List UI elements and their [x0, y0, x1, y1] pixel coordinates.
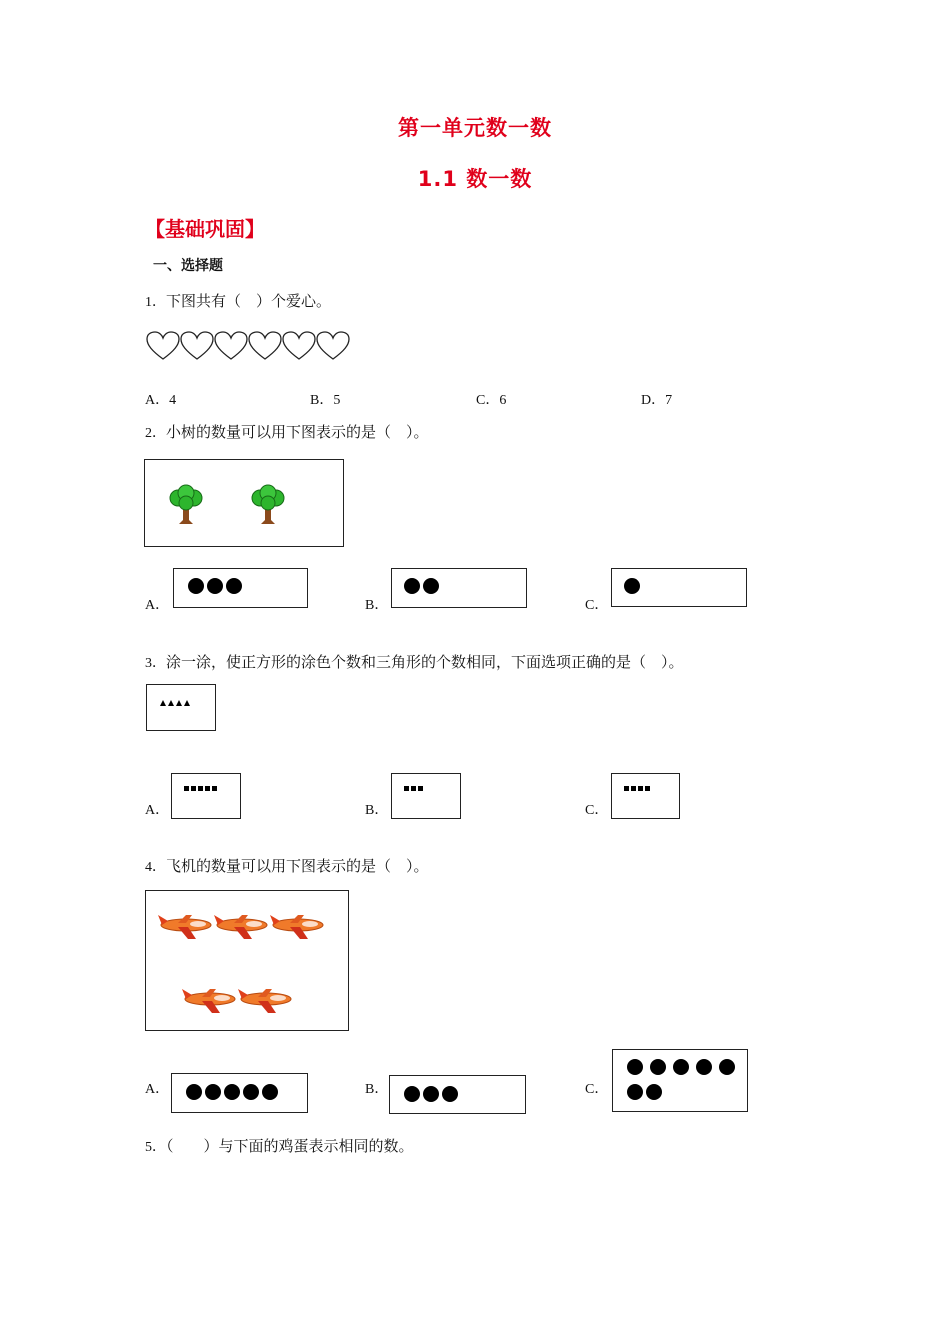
dot-icon [404, 1086, 420, 1102]
dot-icon [624, 578, 640, 594]
heart-icon [283, 332, 315, 359]
square-icon [631, 786, 636, 791]
trees-figure [144, 459, 344, 547]
dot-icon [627, 1084, 643, 1100]
question-number: 2． [145, 426, 166, 441]
square-icon [411, 786, 416, 791]
airplane-icon [214, 911, 270, 941]
square-icon [404, 786, 409, 791]
q4-option-b-box[interactable] [389, 1075, 526, 1114]
q4-option-a[interactable]: A． [145, 1082, 170, 1097]
q1-option-c[interactable]: C．6 [476, 393, 507, 408]
question-number: 5． [145, 1140, 166, 1155]
hearts-figure [146, 330, 352, 362]
question-3 [145, 651, 684, 672]
q2-option-c-box[interactable] [611, 568, 747, 607]
square-icon [198, 786, 203, 791]
question-number: 4． [145, 860, 166, 875]
dot-icon [186, 1084, 202, 1100]
q3-option-a[interactable]: A． [145, 803, 170, 818]
airplane-icon [238, 985, 294, 1015]
heart-icon [249, 332, 281, 359]
triangles-figure [146, 684, 216, 731]
airplane-icon [270, 911, 326, 941]
dot-icon [423, 578, 439, 594]
heart-icon [317, 332, 349, 359]
heart-icon [215, 332, 247, 359]
q2-option-a[interactable]: A． [145, 598, 170, 613]
q4-option-a-box[interactable] [171, 1073, 308, 1113]
square-icon [624, 786, 629, 791]
square-icon [645, 786, 650, 791]
question-number: 1． [145, 295, 166, 310]
q2-option-c[interactable]: C． [585, 598, 609, 613]
square-icon [418, 786, 423, 791]
dot-icon [442, 1086, 458, 1102]
q3-option-b[interactable]: B． [365, 803, 389, 818]
lesson-title: 1.1 数一数 [417, 167, 533, 191]
dot-icon [627, 1059, 643, 1075]
square-icon [205, 786, 210, 791]
dot-icon [243, 1084, 259, 1100]
section-heading: 【基础巩固】 [145, 217, 265, 241]
q4-option-b[interactable]: B． [365, 1082, 389, 1097]
dot-icon [224, 1084, 240, 1100]
dot-icon [226, 578, 242, 594]
dot-icon [646, 1084, 662, 1100]
dot-icon [205, 1084, 221, 1100]
heart-icon [181, 332, 213, 359]
question-5 [145, 1135, 414, 1156]
planes-figure [145, 890, 349, 1031]
dot-icon [650, 1059, 666, 1075]
dot-icon [423, 1086, 439, 1102]
square-icon [638, 786, 643, 791]
q2-option-b[interactable]: B． [365, 598, 389, 613]
square-icon [184, 786, 189, 791]
q4-option-c-box[interactable] [612, 1049, 748, 1112]
question-1 [145, 290, 331, 311]
q3-option-a-box[interactable] [171, 773, 241, 819]
q2-option-a-box[interactable] [173, 568, 308, 608]
triangle-icon [168, 700, 174, 706]
q3-option-b-box[interactable] [391, 773, 461, 819]
q1-option-a[interactable]: A．4 [145, 393, 177, 408]
question-text: （ ）与下面的鸡蛋表示相同的数。 [166, 1137, 414, 1155]
square-icon [191, 786, 196, 791]
question-4 [145, 855, 429, 876]
airplane-icon [158, 911, 214, 941]
question-text: 飞机的数量可以用下图表示的是（ ）。 [166, 857, 429, 875]
triangle-icon [184, 700, 190, 706]
triangle-icon [176, 700, 182, 706]
square-icon [212, 786, 217, 791]
q3-option-c-box[interactable] [611, 773, 680, 819]
dot-icon [404, 578, 420, 594]
dot-icon [673, 1059, 689, 1075]
dot-icon [696, 1059, 712, 1075]
page-title: 第一单元数一数 [398, 116, 552, 140]
q2-option-b-box[interactable] [391, 568, 527, 608]
question-2 [145, 421, 429, 442]
q1-option-b[interactable]: B．5 [310, 393, 341, 408]
question-text: 涂一涂，使正方形的涂色个数和三角形的个数相同，下面选项正确的是（ ）。 [166, 653, 684, 671]
heart-icon [147, 332, 179, 359]
tree-icon [249, 484, 287, 526]
question-number: 3． [145, 656, 166, 671]
dot-icon [207, 578, 223, 594]
dot-icon [262, 1084, 278, 1100]
q4-option-c[interactable]: C． [585, 1082, 609, 1097]
q3-option-c[interactable]: C． [585, 803, 609, 818]
tree-icon [167, 484, 205, 526]
triangle-icon [160, 700, 166, 706]
airplane-icon [182, 985, 238, 1015]
question-text: 下图共有（ ）个爱心。 [166, 292, 332, 310]
dot-icon [719, 1059, 735, 1075]
q1-option-d[interactable]: D．7 [641, 393, 673, 408]
dot-icon [188, 578, 204, 594]
question-text: 小树的数量可以用下图表示的是（ ）。 [166, 423, 429, 441]
subsection-heading: 一、选择题 [153, 258, 223, 274]
